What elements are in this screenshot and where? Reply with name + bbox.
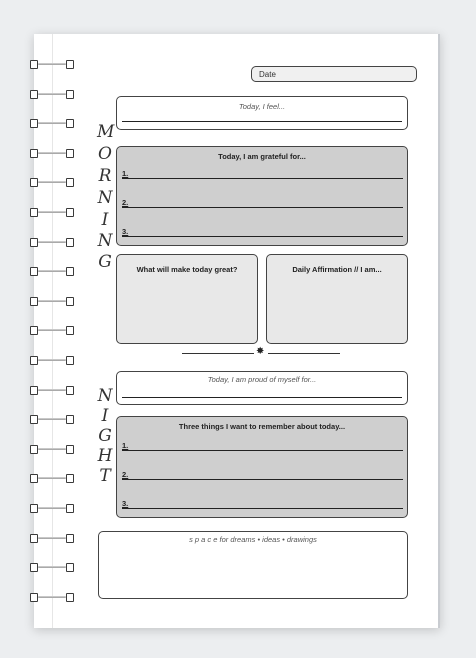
grateful-box[interactable] — [116, 146, 408, 246]
grateful-line-1 — [122, 178, 403, 179]
grateful-num-3: 3. — [122, 227, 129, 236]
divider-star-icon: ✸ — [256, 346, 265, 357]
divider-right — [268, 353, 340, 354]
night-letter-g: G — [98, 426, 112, 446]
grateful-line-2 — [122, 207, 403, 208]
morning-letter-n2: N — [97, 231, 113, 251]
morning-letter-r: R — [98, 166, 112, 186]
date-label: Date — [259, 70, 276, 79]
proud-box[interactable] — [116, 371, 408, 405]
binding-ring — [30, 177, 74, 187]
binding-ring — [30, 503, 74, 513]
feel-prompt: Today, I feel... — [238, 102, 286, 111]
morning-letter-o: O — [98, 144, 112, 164]
great-box[interactable] — [116, 254, 258, 344]
binding-ring — [30, 592, 74, 602]
remember-num-2: 2. — [122, 470, 129, 479]
morning-letter-n: N — [97, 188, 113, 208]
feel-line — [122, 121, 402, 122]
binding-ring — [30, 325, 74, 335]
binding-ring — [30, 59, 74, 69]
night-letter-h: H — [97, 446, 113, 466]
remember-line-2 — [122, 479, 403, 480]
binding-ring — [30, 148, 74, 158]
binding-ring — [30, 414, 74, 424]
night-letter-n: N — [97, 386, 113, 406]
dreams-label: s p a c e for dreams • ideas • drawings — [189, 535, 317, 544]
binding-ring — [30, 562, 74, 572]
grateful-title: Today, I am grateful for... — [218, 152, 306, 161]
binding-ring — [30, 473, 74, 483]
feel-box[interactable] — [116, 96, 408, 130]
binding-ring — [30, 296, 74, 306]
grateful-line-3 — [122, 236, 403, 237]
binding-ring — [30, 355, 74, 365]
binding-ring — [30, 533, 74, 543]
binding-ring — [30, 89, 74, 99]
great-title: What will make today great? — [136, 265, 238, 274]
morning-letter-g: G — [98, 252, 112, 272]
divider-left — [182, 353, 254, 354]
grateful-num-2: 2. — [122, 198, 129, 207]
remember-num-1: 1. — [122, 441, 129, 450]
remember-line-1 — [122, 450, 403, 451]
binding-ring — [30, 118, 74, 128]
remember-line-3 — [122, 508, 403, 509]
grateful-num-1: 1. — [122, 169, 129, 178]
affirmation-box[interactable] — [266, 254, 408, 344]
night-letter-i: I — [101, 406, 109, 426]
morning-letter-m: M — [97, 122, 115, 142]
binding-ring — [30, 266, 74, 276]
morning-letter-i: I — [101, 210, 109, 230]
binding-ring — [30, 444, 74, 454]
binding-ring — [30, 207, 74, 217]
dreams-box[interactable] — [98, 531, 408, 599]
binding-ring — [30, 237, 74, 247]
proud-line — [122, 397, 402, 398]
proud-prompt: Today, I am proud of myself for... — [207, 375, 317, 384]
binding-ring — [30, 385, 74, 395]
affirmation-title: Daily Affirmation // I am... — [292, 265, 382, 274]
remember-box[interactable] — [116, 416, 408, 518]
date-field[interactable] — [251, 66, 417, 82]
remember-title: Three things I want to remember about today... — [178, 422, 346, 431]
remember-num-3: 3. — [122, 499, 129, 508]
night-letter-t: T — [99, 466, 111, 486]
